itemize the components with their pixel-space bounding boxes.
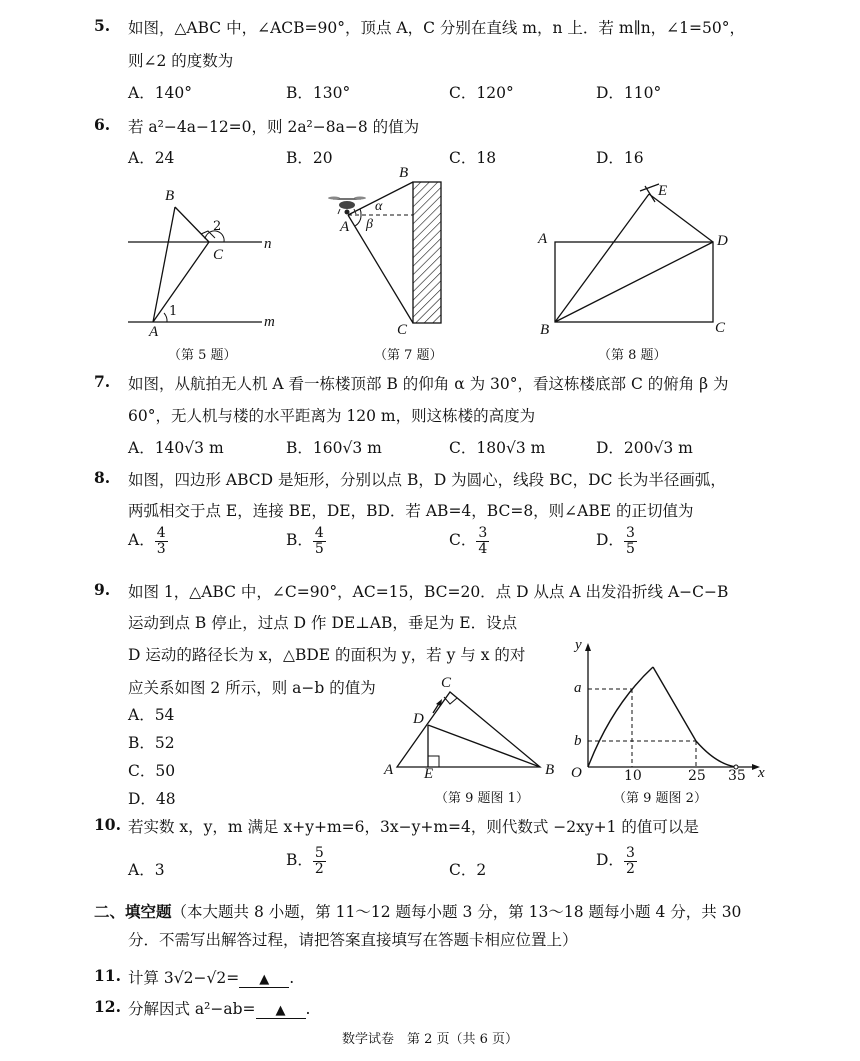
q10-option-b: B． $\frac{5}{2}$ (286, 845, 324, 877)
fig9b-label-b: b (574, 733, 582, 749)
q11-number: 11. (94, 966, 121, 985)
q7-option-c: C．180√3 m (449, 439, 546, 457)
curve-tail (696, 741, 736, 767)
q7-stem-line2: 60°，无人机与楼的水平距离为 120 m，则这栋楼的高度为 (128, 407, 536, 425)
fig9b-caption: （第 9 题图 2） (613, 791, 707, 806)
q7-stem-line1: 如图，从航拍无人机 A 看一栋楼顶部 B 的仰角 α 为 30°，看这栋楼底部 C 的俯角 β 为 (128, 375, 729, 393)
fig5-label-a: A (149, 324, 159, 340)
fig7-label-beta: β (366, 217, 373, 232)
section2-instruction-line2: 分．不需写出解答过程，请把答案直接填写在答题卡相应位置上） (128, 931, 578, 949)
fig7-caption: （第 7 题） (374, 348, 443, 363)
q9-stem-line2: 运动到点 B 停止，过点 D 作 DE⊥AB，垂足为 E．设点 (128, 614, 518, 632)
fig9b-tick-10: 10 (624, 768, 642, 784)
fig8-caption: （第 8 题） (598, 348, 667, 363)
q9-number: 9. (94, 580, 111, 599)
q12-answer-blank: ▲ (256, 1003, 306, 1019)
q6-option-a: A．24 (128, 149, 175, 167)
fig8-label-e: E (658, 183, 668, 199)
q9-option-b: B．52 (128, 734, 175, 752)
fig7-label-alpha: α (375, 199, 383, 214)
q6-number: 6. (94, 115, 111, 134)
q11-answer-blank: ▲ (239, 972, 289, 988)
fig8-label-a: A (538, 231, 548, 247)
section2-heading (94, 900, 741, 922)
q8-option-b: B． $\frac{4}{5}$ (286, 525, 324, 557)
q10-option-d: D． $\frac{3}{2}$ (596, 845, 635, 877)
page-footer: 数学试卷 第 2 页（共 6 页） (341, 1032, 519, 1047)
q9-option-d: D．48 (128, 790, 176, 808)
q9-stem-line4: 应关系如图 2 所示，则 a−b 的值为 (128, 679, 376, 697)
fig9b-label-x: x (758, 765, 765, 781)
q9-option-c: C．50 (128, 762, 176, 780)
q6-stem: 若 a²−4a−12=0，则 2a²−8a−8 的值为 (128, 118, 420, 136)
q10-option-c: C．2 (449, 861, 487, 879)
q8-number: 8. (94, 468, 111, 487)
fig7-label-b: B (399, 165, 409, 181)
q8-stem-line2: 两弧相交于点 E，连接 BE，DE，BD．若 AB=4，BC=8，则∠ABE 的正切值为 (128, 502, 694, 520)
fig5-label-m: m (264, 314, 275, 330)
q11-stem: 计算 3√2−√2= ▲ . (128, 969, 295, 987)
q7-option-b: B．160√3 m (286, 439, 382, 457)
q9-stem-line3: D 运动的路径长为 x，△BDE 的面积为 y，若 y 与 x 的对 (128, 646, 526, 664)
q5-stem-line1: 如图，△ABC 中，∠ACB=90°，顶点 A，C 分别在直线 m，n 上．若 m∥n，∠1=50°， (128, 19, 745, 37)
fig9a-label-d: D (413, 711, 424, 727)
q7-number: 7. (94, 372, 111, 391)
fig5-label-b: B (165, 188, 175, 204)
fig5-label-angle2: 2 (213, 219, 222, 234)
fig9a-label-c: C (441, 675, 452, 691)
fig9b-label-o: O (571, 765, 582, 781)
q5-option-a: A．140° (128, 84, 193, 102)
fig8-label-c: C (715, 320, 726, 336)
q5-option-c: C．120° (449, 84, 514, 102)
q6-option-d: D．16 (596, 149, 644, 167)
q12-number: 12. (94, 997, 121, 1016)
fig5-label-c: C (213, 247, 224, 263)
fig9b-tick-35: 35 (728, 768, 746, 784)
q8-option-c: C． $\frac{3}{4}$ (449, 525, 488, 557)
q6-option-c: C．18 (449, 149, 497, 167)
fig9b-label-y: y (575, 637, 582, 653)
q5-option-b: B．130° (286, 84, 351, 102)
q10-option-a: A．3 (128, 861, 165, 879)
q7-option-a: A．140√3 m (128, 439, 224, 457)
fig5-label-n: n (264, 236, 272, 252)
curve-rise (588, 667, 653, 767)
q9-stem-line1: 如图 1，△ABC 中，∠C=90°，AC=15，BC=20．点 D 从点 A 出发沿折线 A−C−B (128, 583, 729, 601)
q12-stem: 分解因式 a²−ab= ▲ . (128, 1000, 311, 1018)
q8-option-d: D． $\frac{3}{5}$ (596, 525, 635, 557)
q8-stem-line1: 如图，四边形 ABCD 是矩形，分别以点 B，D 为圆心，线段 BC，DC 长为半径画弧， (128, 471, 726, 489)
q5-option-d: D．110° (596, 84, 662, 102)
q7-option-d: D．200√3 m (596, 439, 693, 457)
y-axis-arrow (585, 643, 591, 651)
fig9b-label-a: a (574, 680, 582, 696)
section2-instruction-line1: （本大题共 8 小题，第 11～12 题每小题 3 分，第 13～18 题每小题 4 分，共 30 (171, 903, 742, 921)
q6-option-b: B．20 (286, 149, 333, 167)
fig5-caption: （第 5 题） (168, 348, 237, 363)
curve-fall (653, 667, 696, 741)
section2-title: 二、填空题 (94, 902, 172, 921)
q9-option-a: A．54 (128, 706, 175, 724)
fig9a-label-b: B (545, 762, 555, 778)
q10-stem: 若实数 x，y，m 满足 x+y+m=6，3x−y+m=4，则代数式 −2xy+1 的值可以是 (128, 818, 699, 836)
fig9b-tick-25: 25 (688, 768, 706, 784)
fig8-label-d: D (717, 233, 728, 249)
fig9a-label-e: E (424, 766, 434, 782)
fig9a-caption: （第 9 题图 1） (435, 791, 529, 806)
q8-option-a: A． $\frac{4}{3}$ (128, 525, 166, 557)
fig7-label-c: C (397, 322, 408, 338)
fig8-label-b: B (540, 322, 550, 338)
q5-stem-line2: 则∠2 的度数为 (128, 52, 234, 70)
fig5-label-angle1: 1 (169, 304, 178, 319)
fig7-label-a: A (340, 219, 350, 235)
fig9a-label-a: A (384, 762, 394, 778)
q10-number: 10. (94, 815, 121, 834)
q5-number: 5. (94, 16, 111, 35)
